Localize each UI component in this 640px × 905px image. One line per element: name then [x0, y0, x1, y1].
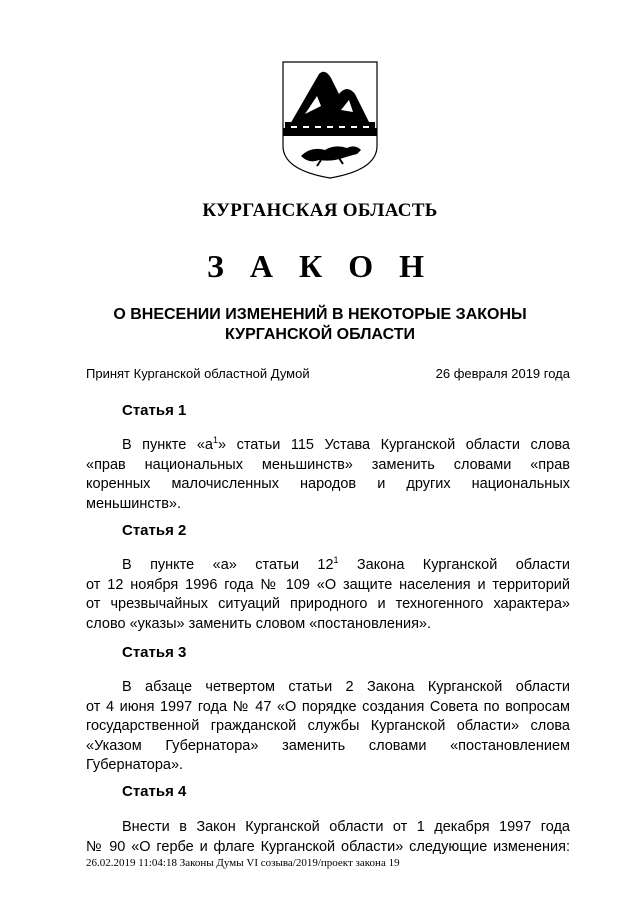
article-2-title: Статья 2	[122, 522, 187, 539]
article-line: меньшинств».	[86, 495, 182, 512]
article-line: государственной гражданской службы Курганской области» слова	[86, 718, 570, 734]
article-line: «прав национальных меньшинств» заменить словами «прав	[86, 456, 570, 473]
article-line: Губернатора».	[86, 757, 184, 773]
article-2-text	[86, 556, 570, 634]
adopted-by: Принят Курганской областной Думой	[86, 366, 310, 381]
law-subject-line-2: КУРГАНСКОЙ ОБЛАСТИ	[224, 326, 416, 343]
article-line: Внести в Закон Курганской области от 1 декабря 1997 года	[122, 819, 570, 835]
article-3-title: Статья 3	[122, 644, 187, 661]
region-name: КУРГАНСКАЯ ОБЛАСТЬ	[202, 200, 438, 221]
article-line: от 4 июня 1997 года № 47 «О порядке создания Совета по вопросам	[86, 698, 570, 715]
article-3-text	[86, 678, 570, 776]
article-line: № 90 «О гербе и флаге Курганской области» следующие изменения:	[86, 838, 570, 855]
law-subject-line-1: О ВНЕСЕНИИ ИЗМЕНЕНИЙ В НЕКОТОРЫЕ ЗАКОНЫ	[113, 306, 527, 323]
article-line: слово «указы» заменить словом «постановления».	[86, 615, 432, 632]
coat-of-arms-emblem	[281, 60, 379, 180]
law-subject-title	[80, 305, 560, 345]
document-type-title: З А К О Н	[207, 248, 433, 284]
article-line: от чрезвычайных ситуаций природного и техногенного характера»	[86, 596, 570, 612]
article-line: коренных малочисленных народов и других национальных	[86, 476, 570, 492]
article-4-title: Статья 4	[122, 783, 187, 800]
article-1-title: Статья 1	[122, 402, 187, 419]
article-line: «Указом Губернатора» заменить словами «постановлением	[86, 737, 570, 754]
adoption-info	[86, 366, 570, 384]
document-footer: 26.02.2019 11:04:18 Законы Думы VI созыва/2019/проект закона 19	[86, 857, 400, 869]
article-line: В пункте «$а^1$» статьи 115 Устава Курганской области слова	[122, 435, 570, 453]
article-1-text	[86, 436, 570, 514]
adoption-date: 26 февраля 2019 года	[435, 366, 570, 381]
article-line: В абзаце четвертом статьи 2 Закона Курганской области	[122, 679, 570, 695]
article-4-text	[86, 818, 570, 857]
article-line: от 12 ноября 1996 года № 109 «О защите населения и территорий	[86, 576, 570, 593]
article-line: В пункте «а» статьи $12^1$ Закона Курганской области	[122, 555, 570, 573]
